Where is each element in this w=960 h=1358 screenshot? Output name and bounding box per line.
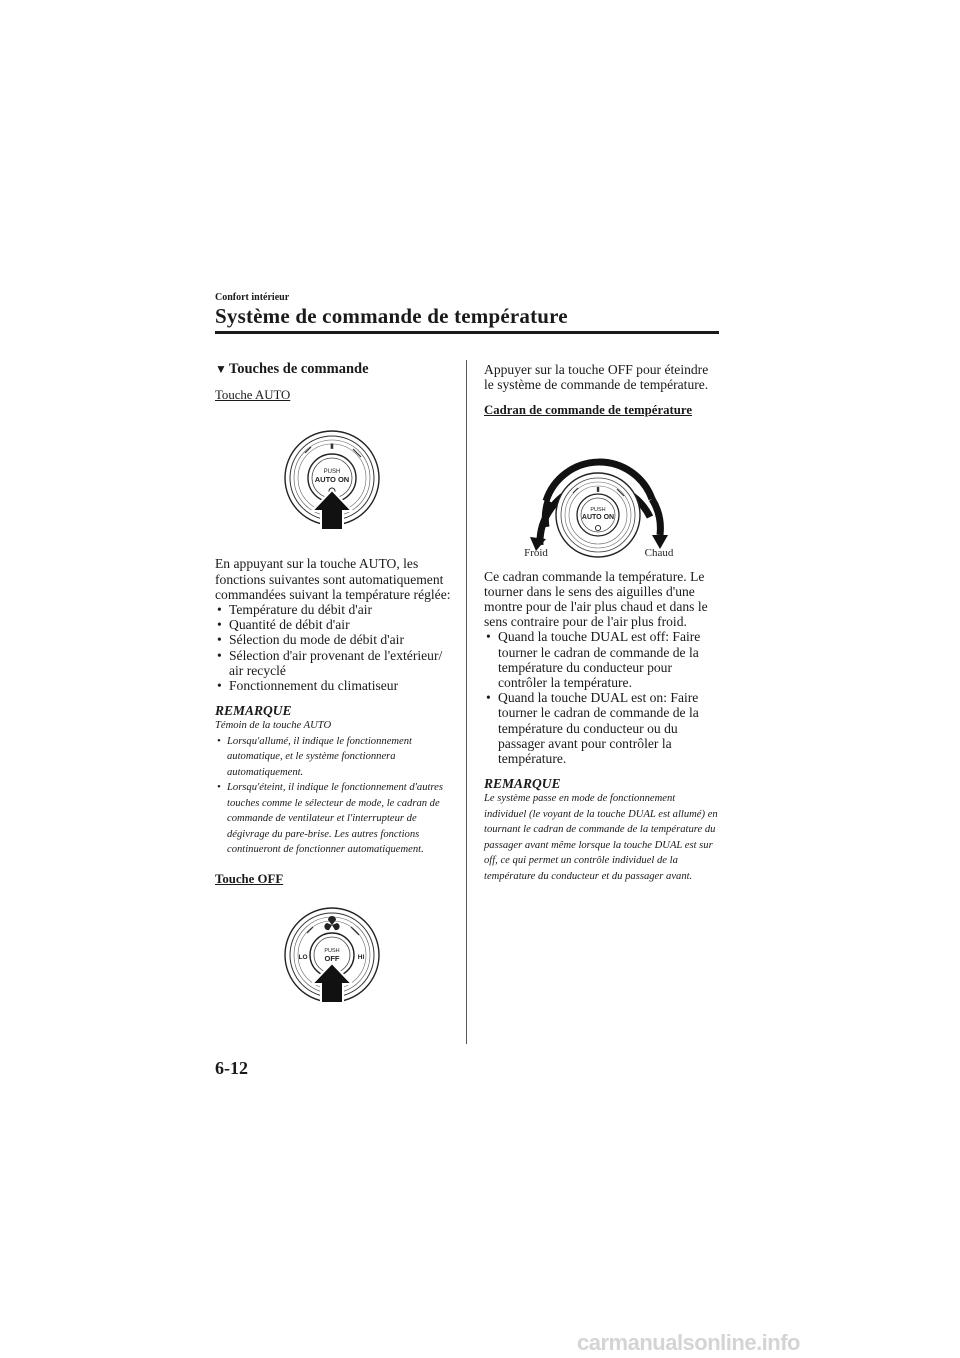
remark-lead: Témoin de la touche AUTO <box>215 720 332 732</box>
auto-knob-push-label: PUSH <box>323 469 341 476</box>
auto-subheading: Touche AUTO <box>215 388 291 403</box>
cold-label: Froid <box>524 546 548 559</box>
off-text: Appuyer sur la touche OFF pour éteindre le système de commande de température. <box>484 362 709 393</box>
auto-bullets <box>215 602 455 693</box>
list-item: • Lorsqu'éteint, il indique le fonctionnement d'autres touches comme le sélecteur de mode, le cadran de commande de ventilateur et l'interrupteur de dégivrage du pare-brise. Les autres fonctions continueront de fonctionner automatiquement. <box>217 782 443 856</box>
temperature-dial-illustration <box>484 427 720 559</box>
list-item: • Fonctionnement du climatiseur <box>217 678 399 694</box>
list-item: • Sélection du mode de débit d'air <box>217 632 404 648</box>
auto-knob-label: AUTO ON <box>314 475 350 485</box>
remark-bullets <box>215 734 455 858</box>
dial-knob-push-label: PUSH <box>590 506 606 513</box>
hot-label: Chaud <box>644 546 674 559</box>
list-item: • Quand la touche DUAL est on: Faire tourner le cadran de commande de la température du conducteur ou du passager avant pour contrôler la température. <box>486 690 699 767</box>
auto-knob-illustration <box>215 413 455 545</box>
hot-arrow-icon <box>652 499 668 549</box>
off-knob-illustration <box>215 897 455 1015</box>
dial-intro: Ce cadran commande la température. Le tourner dans le sens des aiguilles d'une montre pour de l'air plus chaud et dans le sens contraire pour de l'air plus froid. <box>484 568 708 630</box>
dial-knob-label: AUTO ON <box>581 513 615 521</box>
dial-subheading: Cadran de commande de température <box>484 403 693 418</box>
auto-intro: En appuyant sur la touche AUTO, les fonctions suivantes sont automatiquement commandées suivant la température réglée: <box>215 556 451 602</box>
list-item: • Température du débit d'air <box>217 602 373 618</box>
list-item: • Lorsqu'allumé, il indique le fonctionnement automatique, et le système fonctionnera automatiquement. <box>217 735 412 778</box>
page-title: Système de commande de température <box>215 304 568 328</box>
remark-title: REMARQUE <box>215 703 292 719</box>
title-rule <box>215 331 719 334</box>
hi-label: HI <box>357 954 365 962</box>
off-knob-push-label: PUSH <box>324 948 340 955</box>
triangle-icon: ▼ <box>215 362 227 376</box>
dial-bullets <box>484 629 720 766</box>
remark-text: Le système passe en mode de fonctionnement individuel (le voyant de la touche DUAL est allumé) en tournant le cadran de commande de la température du passager avant même lorsque la touche DUAL est sur off, ce qui permet un contrôle individuel de la température du conducteur et du passager avant. <box>484 793 718 882</box>
right-column <box>484 362 720 884</box>
fan-icon <box>324 916 339 930</box>
list-item: • Quantité de débit d'air <box>217 617 350 633</box>
left-column <box>215 362 455 1015</box>
section-heading: ▼ Touches de commande <box>215 361 369 377</box>
breadcrumb: Confort intérieur <box>215 292 290 303</box>
svg-text:▮: ▮ <box>330 443 334 451</box>
remark-title: REMARQUE <box>484 776 561 792</box>
list-item: • Sélection d'air provenant de l'extérieur/ air recyclé <box>217 647 443 678</box>
page-number: 6-12 <box>215 1058 248 1078</box>
off-subheading: Touche OFF <box>215 871 284 886</box>
svg-text:▮: ▮ <box>596 485 600 493</box>
column-divider <box>466 360 467 1044</box>
watermark: carmanualsonline.info <box>577 1330 800 1355</box>
lo-label: LO <box>298 954 308 962</box>
off-knob-label: OFF <box>324 954 340 964</box>
list-item: • Quand la touche DUAL est off: Faire tourner le cadran de commande de la température du conducteur pour contrôler la température. <box>486 629 701 691</box>
